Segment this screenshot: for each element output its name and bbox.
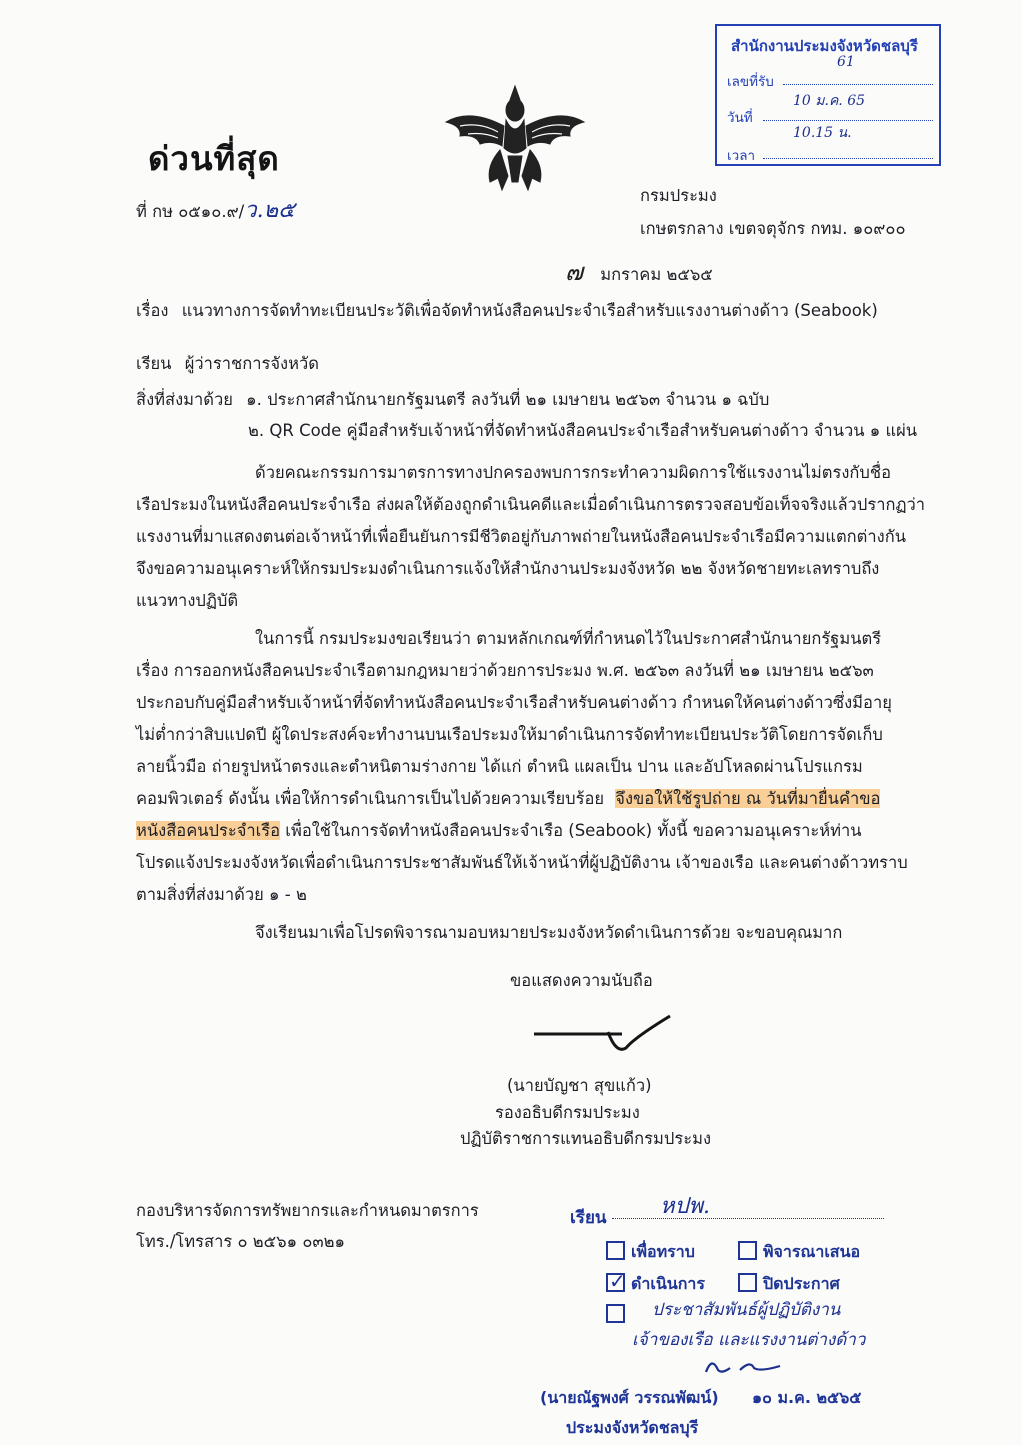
body-line: โปรดแจ้งประมงจังหวัดเพื่อดำเนินการประชาสัมพันธ์ให้เจ้าหน้าที่ผู้ปฏิบัติงาน เจ้าของเรือ และคนต่างด้าวทราบ xyxy=(136,853,908,872)
routing-sign-date: ๑๐ ม.ค. ๒๕๖๕ xyxy=(752,1388,862,1407)
body-line: ไม่ต่ำกว่าสิบแปดปี ผู้ใดประสงค์จะทำงานบนเรือประมงให้มาดำเนินการจัดทำทะเบียนประวัติโดยการจัดเก็บ xyxy=(136,725,883,744)
doc-number-handwritten: ว.๒๕ xyxy=(244,198,295,223)
subject-label: เรื่อง xyxy=(136,301,169,320)
subject-line xyxy=(136,300,878,322)
signer-position: ปฏิบัติราชการแทนอธิบดีกรมประมง xyxy=(460,1129,712,1148)
footer-phone: โทร./โทรสาร ๐ ๒๕๖๑ ๐๓๒๑ xyxy=(136,1232,346,1251)
body-text: เพื่อใช้ในการจัดทำหนังสือคนประจำเรือ (Seabook) ทั้งนี้ ขอความอนุเคราะห์ท่าน xyxy=(280,821,862,840)
option-post[interactable] xyxy=(738,1272,840,1297)
option-proceed[interactable] xyxy=(606,1269,705,1297)
stamp-time-value: 10.15 น. xyxy=(793,125,852,141)
body-line xyxy=(136,788,880,810)
stamp-time-label: เวลา xyxy=(727,148,756,164)
stamp-receipt-value: 61 xyxy=(837,54,855,70)
checkbox-icon[interactable] xyxy=(738,1273,757,1292)
stamp-date-value: 10 ม.ค. 65 xyxy=(793,93,866,109)
letter-date xyxy=(565,258,713,286)
garuda-emblem-icon xyxy=(440,78,590,196)
body-line: ตามสิ่งที่ส่งมาด้วย ๑ - ๒ xyxy=(136,885,307,904)
option-inform-label: เพื่อทราบ xyxy=(631,1242,695,1261)
body-line: เรือประมงในหนังสือคนประจำเรือ ส่งผลให้ต้องถูกดำเนินคดีและเมื่อดำเนินการตรวจสอบข้อเท็จจริงแล้วปรากฏว่า xyxy=(136,495,926,514)
doc-number-prefix: ที่ กษ ๐๕๑๐.๙/ xyxy=(136,202,245,221)
body-line: แนวทางปฏิบัติ xyxy=(136,591,239,610)
routing-signer: (นายณัฐพงศ์ วรรณพัฒน์) xyxy=(540,1388,719,1407)
footer-division: กองบริหารจัดการทรัพยากรและกำหนดมาตรการ xyxy=(136,1201,479,1220)
enclosures-line xyxy=(136,389,769,411)
highlighted-text: หนังสือคนประจำเรือ xyxy=(136,821,281,840)
body-line: ลายนิ้วมือ ถ่ายรูปหน้าตรงและตำหนิตามร่างกาย ได้แก่ ตำหนิ แผลเป็น ปาน และอัปโหลดผ่านโปรแกรม xyxy=(136,757,863,776)
date-day-handwritten: ๗ xyxy=(565,258,584,286)
body-line: เรื่อง การออกหนังสือคนประจำเรือตามกฎหมายว่าด้วยการประมง พ.ศ. ๒๕๖๓ ลงวันที่ ๒๑ เมษายน ๒๕๖๓ xyxy=(136,661,874,680)
stamp-dotline xyxy=(763,120,933,121)
date-month-year: มกราคม ๒๕๖๕ xyxy=(600,265,713,284)
enclosure-item: ๒. QR Code คู่มือสำหรับเจ้าหน้าที่จัดทำหนังสือคนประจำเรือสำหรับคนต่างด้าว จำนวน ๑ แผ่น xyxy=(248,421,918,440)
receiving-stamp xyxy=(715,24,941,166)
stamp-dotline xyxy=(763,158,933,159)
stamp-dotline xyxy=(783,84,933,85)
highlighted-text: จึงขอให้ใช้รูปถ่าย ณ วันที่มายื่นคำขอ xyxy=(615,789,881,808)
option-consider[interactable] xyxy=(738,1240,860,1265)
handwritten-signature-icon xyxy=(700,1350,790,1380)
sender-org: กรมประมง xyxy=(640,186,717,205)
signer-name: (นายบัญชา สุขแก้ว) xyxy=(507,1076,652,1095)
handwritten-note: เจ้าของเรือ และแรงงานต่างด้าว xyxy=(632,1330,866,1350)
closing-regards: ขอแสดงความนับถือ xyxy=(510,971,653,990)
stamp-office: สำนักงานประมงจังหวัดชลบุรี xyxy=(731,37,918,55)
body-line: ด้วยคณะกรรมการมาตรการทางปกครองพบการกระทำความผิดการใช้แรงงานไม่ตรงกับชื่อ xyxy=(255,463,891,482)
routing-dotline xyxy=(612,1218,884,1219)
subject-text: แนวทางการจัดทำทะเบียนประวัติเพื่อจัดทำหนังสือคนประจำเรือสำหรับแรงงานต่างด้าว (Seabook) xyxy=(181,301,878,320)
option-other[interactable] xyxy=(606,1304,631,1324)
recipient-label: เรียน xyxy=(136,354,172,373)
signer-position: รองอธิบดีกรมประมง xyxy=(495,1103,640,1122)
routing-to-handwritten: หปพ. xyxy=(660,1194,710,1219)
option-inform[interactable] xyxy=(606,1240,695,1265)
body-line xyxy=(136,820,862,842)
option-proceed-label: ดำเนินการ xyxy=(631,1274,705,1293)
routing-signer-position: ประมงจังหวัดชลบุรี xyxy=(566,1418,699,1437)
recipient-line xyxy=(136,353,319,375)
body-text: คอมพิวเตอร์ ดังนั้น เพื่อให้การดำเนินการเป็นไปด้วยความเรียบร้อย xyxy=(136,789,605,808)
body-line: จึงเรียนมาเพื่อโปรดพิจารณามอบหมายประมงจังหวัดดำเนินการด้วย จะขอบคุณมาก xyxy=(255,923,843,942)
routing-label: เรียน xyxy=(570,1208,607,1228)
checked-checkbox-icon[interactable]: ✓ xyxy=(606,1273,625,1292)
signature-icon xyxy=(530,1010,690,1060)
body-line: แรงงานที่มาแสดงตนต่อเจ้าหน้าที่เพื่อยืนยันการมีชีวิตอยู่กับภาพถ่ายในหนังสือคนประจำเรือมีความแตกต่างกัน xyxy=(136,527,906,546)
option-consider-label: พิจารณาเสนอ xyxy=(763,1242,861,1261)
enclosures-label: สิ่งที่ส่งมาด้วย xyxy=(136,390,233,409)
body-line: จึงขอความอนุเคราะห์ให้กรมประมงดำเนินการแจ้งให้สำนักงานประมงจังหวัด ๒๒ จังหวัดชายทะเลทราบถึง xyxy=(136,559,880,578)
recipient-text: ผู้ว่าราชการจังหวัด xyxy=(184,354,319,373)
urgency-stamp: ด่วนที่สุด xyxy=(148,139,280,178)
enclosure-item: ๑. ประกาศสำนักนายกรัฐมนตรี ลงวันที่ ๒๑ เมษายน ๒๕๖๓ จำนวน ๑ ฉบับ xyxy=(246,390,770,409)
checkbox-icon[interactable] xyxy=(738,1241,757,1260)
stamp-receipt-label: เลขที่รับ xyxy=(727,74,774,90)
stamp-date-label: วันที่ xyxy=(727,110,753,126)
checkbox-icon[interactable] xyxy=(606,1241,625,1260)
body-line: ในการนี้ กรมประมงขอเรียนว่า ตามหลักเกณฑ์ที่กำหนดไว้ในประกาศสำนักนายกรัฐมนตรี xyxy=(255,629,882,648)
checkbox-icon[interactable] xyxy=(606,1304,625,1323)
handwritten-note: ประชาสัมพันธ์ผู้ปฏิบัติงาน xyxy=(652,1300,841,1320)
doc-number xyxy=(136,200,295,223)
body-line: ประกอบกับคู่มือสำหรับเจ้าหน้าที่จัดทำหนังสือคนประจำเรือสำหรับคนต่างด้าว กำหนดให้คนต่างด้าวซึ่งมีอายุ xyxy=(136,693,892,712)
sender-address: เกษตรกลาง เขตจตุจักร กทม. ๑๐๙๐๐ xyxy=(640,219,906,238)
option-post-label: ปิดประกาศ xyxy=(763,1274,840,1293)
